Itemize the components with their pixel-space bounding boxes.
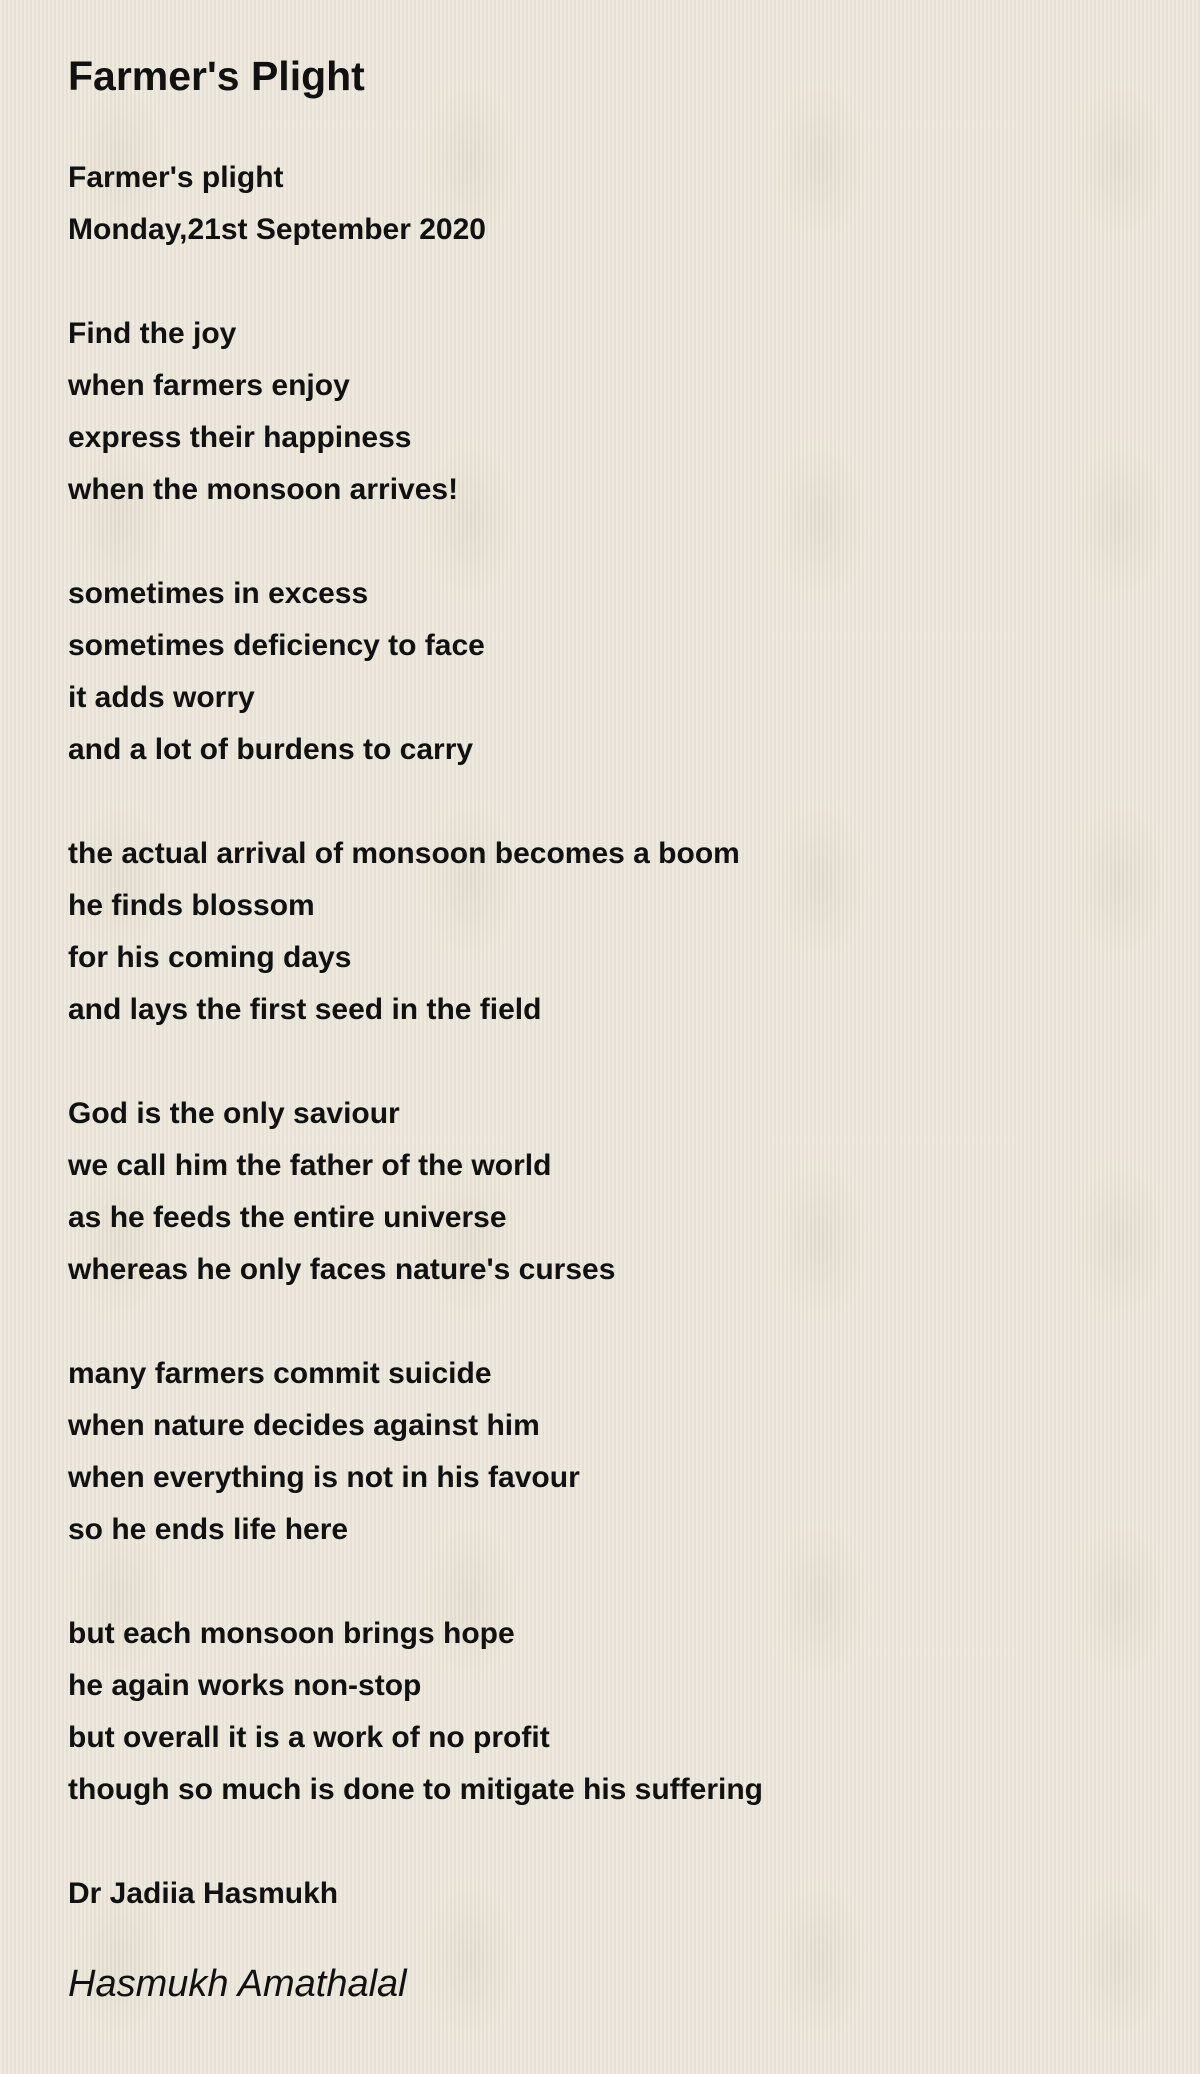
stanza-break (68, 256, 1168, 308)
stanza-break (68, 776, 1168, 828)
poem-line: Find the joy (68, 317, 237, 350)
poem-line: for his coming days (68, 941, 352, 974)
stanza-break (68, 1556, 1168, 1608)
poem-line: but each monsoon brings hope (68, 1617, 515, 1650)
poem-line: we call him the father of the world (68, 1149, 552, 1182)
poem-line: as he feeds the entire universe (68, 1201, 507, 1234)
stanza-break (68, 1036, 1168, 1088)
stanza-7 (68, 1608, 1168, 1816)
poem-line: sometimes in excess (68, 577, 369, 610)
stanza-break (68, 1296, 1168, 1348)
stanza-1 (68, 152, 1168, 256)
poem-line: whereas he only faces nature's curses (68, 1253, 616, 1286)
stanza-6 (68, 1348, 1168, 1556)
poem-body (68, 152, 1168, 1920)
poem-line: many farmers commit suicide (68, 1357, 492, 1390)
poem-line: and lays the first seed in the field (68, 993, 542, 1026)
stanza-signature (68, 1868, 1168, 1920)
poem-line: when everything is not in his favour (68, 1461, 580, 1494)
stanza-3 (68, 568, 1168, 776)
poem-line: when the monsoon arrives! (68, 473, 459, 506)
poem-line: Monday,21st September 2020 (68, 213, 486, 246)
poem-signature-line: Dr Jadiia Hasmukh (68, 1877, 339, 1910)
poem-line: he finds blossom (68, 889, 315, 922)
poem-title: Farmer's Plight (68, 53, 365, 99)
poem-line: when farmers enjoy (68, 369, 350, 402)
poem-line: so he ends life here (68, 1513, 349, 1546)
poem-line: express their happiness (68, 421, 412, 454)
poem-line: but overall it is a work of no profit (68, 1721, 550, 1754)
poem-line: he again works non-stop (68, 1669, 422, 1702)
poem-line: though so much is done to mitigate his suffering (68, 1773, 764, 1806)
poem-line: sometimes deficiency to face (68, 629, 485, 662)
stanza-4 (68, 828, 1168, 1036)
poem-line: God is the only saviour (68, 1097, 400, 1130)
poem-line: and a lot of burdens to carry (68, 733, 474, 766)
stanza-5 (68, 1088, 1168, 1296)
poem-page (68, 0, 1168, 2008)
stanza-break (68, 1816, 1168, 1868)
poem-line: Farmer's plight (68, 161, 284, 194)
poem-line: the actual arrival of monsoon becomes a boom (68, 837, 740, 870)
poem-line: when nature decides against him (68, 1409, 540, 1442)
author-name: Hasmukh Amathalal (68, 1963, 407, 2005)
stanza-break (68, 516, 1168, 568)
stanza-2 (68, 308, 1168, 516)
poem-line: it adds worry (68, 681, 255, 714)
